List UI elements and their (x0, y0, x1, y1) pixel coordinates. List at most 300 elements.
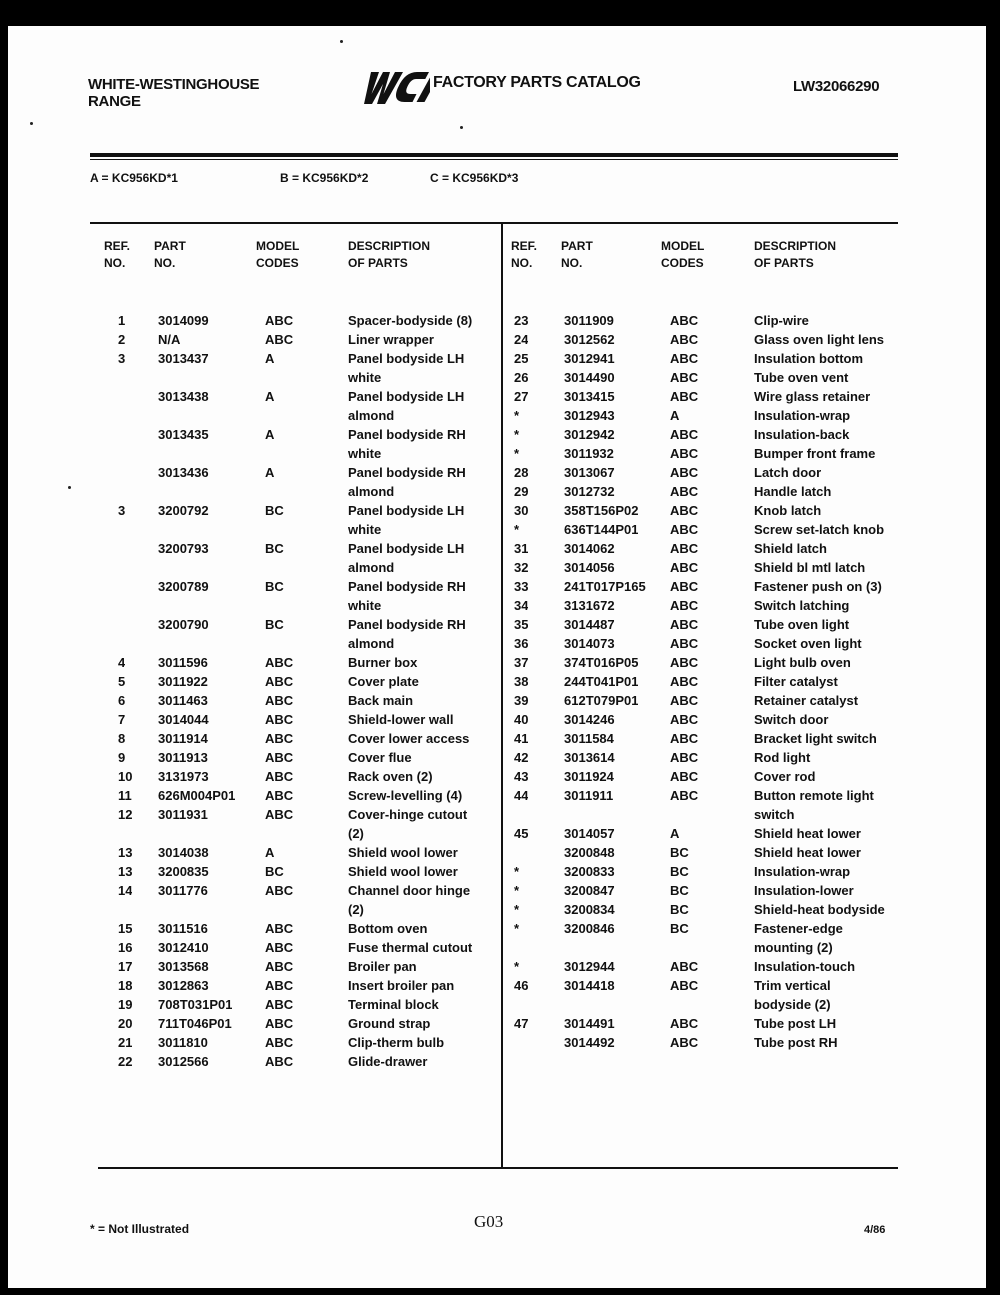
cell-ref-no: 29 (514, 484, 529, 499)
table-row (8, 560, 986, 579)
table-row (8, 1035, 986, 1054)
cell-description: Shield heat lower (754, 826, 861, 841)
brand-block (88, 76, 259, 110)
cell-description: Screw-levelling (4) (348, 788, 463, 803)
cell-description: Panel bodyside LH (348, 351, 465, 366)
table-row (8, 997, 986, 1016)
cell-description: Socket oven light (754, 636, 862, 651)
cell-model-codes: ABC (265, 712, 294, 727)
page-code: G03 (474, 1212, 504, 1231)
cell-description: Panel bodyside LH (348, 503, 465, 518)
cell-ref-no: 3 (118, 503, 126, 518)
table-row (8, 921, 986, 940)
cell-ref-no: 6 (118, 693, 126, 708)
cell-part-no: 3011584 (564, 731, 614, 746)
model-code-a: A = KC956KD*1 (90, 171, 178, 185)
cell-model-codes: ABC (670, 978, 699, 993)
cell-part-no: 3012410 (158, 940, 209, 955)
scan-speck (460, 126, 463, 129)
cell-description: Tube oven light (754, 617, 850, 632)
cell-description: Shield-heat bodyside (754, 902, 885, 917)
cell-description: Liner wrapper (348, 332, 434, 347)
cell-model-codes: ABC (670, 522, 699, 537)
cell-model-codes: ABC (265, 997, 294, 1012)
cell-model-codes: A (670, 408, 680, 423)
cell-ref-no: 28 (514, 465, 529, 480)
cell-part-no: 3200790 (158, 617, 209, 632)
cell-description: Tube post LH (754, 1016, 837, 1031)
cell-ref-no: 18 (118, 978, 133, 993)
table-bottom-rule (98, 1167, 898, 1169)
cell-description: Shield-lower wall (348, 712, 454, 727)
cell-description: Tube post RH (754, 1035, 838, 1050)
cell-model-codes: ABC (670, 769, 699, 784)
cell-model-codes: ABC (670, 1016, 699, 1031)
cell-description: Insert broiler pan (348, 978, 455, 993)
table-row (8, 883, 986, 902)
cell-part-no: 244T041P01 (564, 674, 639, 689)
table-row (8, 465, 986, 484)
cell-part-no: 3011924 (564, 769, 614, 784)
table-row (8, 636, 986, 655)
cell-part-no: 3200848 (564, 845, 615, 860)
cell-description: Shield bl mtl latch (754, 560, 866, 575)
cell-description: almond (348, 636, 395, 651)
cell-model-codes: ABC (670, 427, 699, 442)
cell-part-no: 3200846 (564, 921, 615, 936)
cell-model-codes: ABC (265, 959, 294, 974)
cell-part-no: 612T079P01 (564, 693, 639, 708)
cell-model-codes: ABC (670, 332, 699, 347)
cell-model-codes: ABC (265, 788, 294, 803)
cell-model-codes: ABC (670, 503, 699, 518)
brand-name: WHITE-WESTINGHOUSE (88, 76, 260, 93)
cell-ref-no: 27 (514, 389, 529, 404)
table-row (8, 313, 986, 332)
cell-part-no: 358T156P02 (564, 503, 639, 518)
cell-ref-no: 19 (118, 997, 133, 1012)
cell-description: Bracket light switch (754, 731, 877, 746)
cell-part-no: 3012942 (564, 427, 615, 442)
cell-description: (2) (348, 902, 364, 917)
cell-model-codes: BC (670, 921, 689, 936)
cell-description: Clip-therm bulb (348, 1035, 445, 1050)
table-row (8, 674, 986, 693)
cell-part-no: 3012566 (158, 1054, 209, 1069)
catalog-title: FACTORY PARTS CATALOG (433, 74, 641, 91)
cell-model-codes: ABC (265, 1016, 294, 1031)
cell-description: Shield wool lower (348, 845, 458, 860)
cell-description: Burner box (348, 655, 418, 670)
cell-description: white (348, 446, 382, 461)
cell-model-codes: BC (265, 864, 284, 879)
cell-part-no: 3014044 (158, 712, 209, 727)
cell-part-no: 3013614 (564, 750, 615, 765)
cell-model-codes: ABC (670, 959, 699, 974)
cell-model-codes: ABC (670, 750, 699, 765)
cell-description: Latch door (754, 465, 822, 480)
cell-model-codes: ABC (265, 883, 294, 898)
product-type: RANGE (88, 93, 141, 110)
cell-description: Retainer catalyst (754, 693, 859, 708)
cell-ref-no: 3 (118, 351, 126, 366)
cell-description: Rod light (754, 750, 811, 765)
cell-description: Panel bodyside RH (348, 617, 466, 632)
cell-part-no: 3014073 (564, 636, 615, 651)
footnote: * = Not Illustrated (90, 1222, 190, 1236)
cell-model-codes: A (265, 845, 275, 860)
model-code-b: B = KC956KD*2 (280, 171, 369, 185)
cell-ref-no: * (514, 959, 520, 974)
cell-model-codes: ABC (670, 560, 699, 575)
cell-part-no: 3011922 (158, 674, 208, 689)
table-row (8, 788, 986, 807)
cell-part-no: 3011596 (158, 655, 208, 670)
cell-description: Channel door hinge (348, 883, 471, 898)
cell-model-codes: A (265, 427, 275, 442)
cell-description: (2) (348, 826, 364, 841)
header-part-no-right: PART NO. (561, 239, 593, 270)
cell-description: white (348, 598, 382, 613)
table-row (8, 503, 986, 522)
cell-description: Trim vertical (754, 978, 831, 993)
cell-ref-no: 24 (514, 332, 529, 347)
cell-part-no: 3013435 (158, 427, 209, 442)
cell-ref-no: 41 (514, 731, 529, 746)
cell-ref-no: * (514, 522, 520, 537)
table-row (8, 712, 986, 731)
cell-ref-no: 38 (514, 674, 529, 689)
cell-ref-no: * (514, 446, 520, 461)
cell-part-no: 374T016P05 (564, 655, 639, 670)
cell-part-no: 3011776 (158, 883, 208, 898)
table-row (8, 693, 986, 712)
cell-model-codes: A (265, 465, 275, 480)
header-description-right: DESCRIPTION OF PARTS (754, 239, 837, 270)
cell-description: Ground strap (348, 1016, 431, 1031)
cell-part-no: 3013067 (564, 465, 615, 480)
cell-description: Panel bodyside LH (348, 389, 465, 404)
cell-model-codes: ABC (670, 465, 699, 480)
cell-model-codes: ABC (670, 446, 699, 461)
cell-description: Filter catalyst (754, 674, 838, 689)
cell-part-no: 241T017P165 (564, 579, 646, 594)
cell-description: Fastener-edge (754, 921, 843, 936)
cell-ref-no: 22 (118, 1054, 133, 1069)
cell-part-no: 626M004P01 (158, 788, 236, 803)
cell-model-codes: ABC (670, 788, 699, 803)
cell-model-codes: ABC (265, 940, 294, 955)
cell-description: Shield heat lower (754, 845, 861, 860)
cell-part-no: 3014491 (564, 1016, 615, 1031)
cell-part-no: 3131973 (158, 769, 209, 784)
cell-ref-no: 2 (118, 332, 126, 347)
cell-ref-no: 15 (118, 921, 133, 936)
cell-part-no: 3011810 (158, 1035, 208, 1050)
cell-ref-no: 11 (118, 788, 132, 803)
cell-model-codes: ABC (265, 332, 294, 347)
cell-part-no: 3014062 (564, 541, 615, 556)
cell-model-codes: ABC (670, 370, 699, 385)
cell-ref-no: 16 (118, 940, 133, 955)
cell-part-no: 3014246 (564, 712, 615, 727)
cell-model-codes: ABC (670, 636, 699, 651)
header-ref-no: REF. NO. (104, 239, 131, 270)
cell-ref-no: 46 (514, 978, 529, 993)
catalog-page (8, 26, 986, 1288)
cell-ref-no: 35 (514, 617, 529, 632)
cell-part-no: 3011516 (158, 921, 208, 936)
cell-part-no: 3012863 (158, 978, 209, 993)
cell-description: Tube oven vent (754, 370, 849, 385)
cell-description: Cover-hinge cutout (348, 807, 468, 822)
cell-ref-no: * (514, 408, 520, 423)
cell-ref-no: 13 (118, 845, 133, 860)
cell-model-codes: ABC (670, 351, 699, 366)
cell-part-no: 3014099 (158, 313, 209, 328)
cell-part-no: 3014492 (564, 1035, 615, 1050)
cell-ref-no: 17 (118, 959, 133, 974)
cell-ref-no: 26 (514, 370, 529, 385)
cell-model-codes: ABC (670, 541, 699, 556)
table-row (8, 598, 986, 617)
header-rule (90, 153, 898, 157)
cell-ref-no: 4 (118, 655, 126, 670)
cell-model-codes: ABC (265, 313, 294, 328)
scan-speck (30, 122, 33, 125)
cell-description: Fastener push on (3) (754, 579, 882, 594)
table-row (8, 940, 986, 959)
cell-ref-no: 32 (514, 560, 529, 575)
cell-part-no: 3011932 (564, 446, 614, 461)
cell-model-codes: BC (670, 864, 689, 879)
cell-model-codes: ABC (670, 1035, 699, 1050)
cell-part-no: 3011913 (158, 750, 208, 765)
cell-ref-no: 47 (514, 1016, 529, 1031)
cell-model-codes: A (670, 826, 680, 841)
cell-description: white (348, 522, 382, 537)
cell-part-no: 3131672 (564, 598, 615, 613)
cell-part-no: 3014418 (564, 978, 615, 993)
table-row (8, 1016, 986, 1035)
table-row (8, 807, 986, 826)
cell-ref-no: 23 (514, 313, 529, 328)
table-row (8, 959, 986, 978)
cell-model-codes: ABC (265, 674, 294, 689)
header-description: DESCRIPTION OF PARTS (348, 239, 431, 270)
cell-model-codes: A (265, 389, 275, 404)
cell-ref-no: 36 (514, 636, 529, 651)
cell-part-no: 3013436 (158, 465, 209, 480)
cell-model-codes: ABC (265, 978, 294, 993)
cell-ref-no: 21 (118, 1035, 133, 1050)
cell-ref-no: 9 (118, 750, 126, 765)
cell-ref-no: 34 (514, 598, 529, 613)
cell-description: Shield wool lower (348, 864, 458, 879)
cell-description: Insulation bottom (754, 351, 864, 366)
cell-part-no: 3012732 (564, 484, 615, 499)
cell-model-codes: ABC (265, 655, 294, 670)
cell-model-codes: ABC (670, 617, 699, 632)
cell-ref-no: 5 (118, 674, 126, 689)
cell-ref-no: 25 (514, 351, 529, 366)
scan-speck (340, 40, 343, 43)
cell-description: Cover rod (754, 769, 816, 784)
cell-description: white (348, 370, 382, 385)
cell-description: Panel bodyside RH (348, 427, 466, 442)
cell-description: Switch door (754, 712, 829, 727)
cell-ref-no: 10 (118, 769, 133, 784)
cell-description: Terminal block (348, 997, 439, 1012)
cell-part-no: 711T046P01 (158, 1016, 232, 1031)
cell-description: Handle latch (754, 484, 832, 499)
cell-model-codes: ABC (265, 750, 294, 765)
table-row (8, 370, 986, 389)
table-row (8, 902, 986, 921)
cell-ref-no: 45 (514, 826, 529, 841)
document-number: LW32066290 (793, 78, 880, 95)
table-row (8, 541, 986, 560)
cell-description: Panel bodyside RH (348, 579, 466, 594)
cell-description: Shield latch (754, 541, 827, 556)
cell-model-codes: ABC (670, 484, 699, 499)
cell-part-no: 3012562 (564, 332, 615, 347)
cell-part-no: 3012943 (564, 408, 615, 423)
cell-part-no: 3011463 (158, 693, 208, 708)
table-row (8, 484, 986, 503)
scan-speck (68, 486, 71, 489)
cell-description: Spacer-bodyside (8) (348, 313, 473, 328)
cell-part-no: 3014038 (158, 845, 209, 860)
cell-part-no: 3011911 (564, 788, 614, 803)
cell-model-codes: A (265, 351, 275, 366)
cell-description: almond (348, 408, 395, 423)
cell-part-no: 3012941 (564, 351, 615, 366)
cell-model-codes: BC (265, 541, 284, 556)
cell-part-no: 3200793 (158, 541, 209, 556)
cell-model-codes: ABC (670, 712, 699, 727)
cell-ref-no: 40 (514, 712, 529, 727)
cell-description: Insulation-wrap (754, 864, 851, 879)
cell-ref-no: 43 (514, 769, 529, 784)
cell-description: Fuse thermal cutout (348, 940, 473, 955)
cell-ref-no: 37 (514, 655, 529, 670)
cell-description: mounting (2) (754, 940, 833, 955)
cell-model-codes: BC (670, 902, 689, 917)
cell-ref-no: * (514, 883, 520, 898)
cell-model-codes: BC (265, 503, 284, 518)
cell-description: Clip-wire (754, 313, 809, 328)
model-code-c: C = KC956KD*3 (430, 171, 519, 185)
cell-description: Cover lower access (348, 731, 470, 746)
table-row (8, 731, 986, 750)
table-row (8, 351, 986, 370)
cell-model-codes: ABC (265, 731, 294, 746)
cell-part-no: 3200789 (158, 579, 209, 594)
cell-model-codes: ABC (670, 389, 699, 404)
cell-model-codes: ABC (265, 693, 294, 708)
table-row (8, 522, 986, 541)
cell-model-codes: ABC (265, 1054, 294, 1069)
cell-description: Knob latch (754, 503, 822, 518)
cell-part-no: 3200835 (158, 864, 209, 879)
cell-part-no: 636T144P01 (564, 522, 639, 537)
cell-model-codes: ABC (265, 921, 294, 936)
cell-description: Glass oven light lens (754, 332, 885, 347)
cell-part-no: 3200847 (564, 883, 615, 898)
cell-description: Insulation-back (754, 427, 850, 442)
table-top-rule (90, 222, 898, 224)
cell-model-codes: ABC (265, 807, 294, 822)
cell-description: Panel bodyside RH (348, 465, 466, 480)
cell-description: Cover plate (348, 674, 419, 689)
cell-ref-no: * (514, 427, 520, 442)
cell-ref-no: 7 (118, 712, 126, 727)
cell-description: Back main (348, 693, 414, 708)
cell-ref-no: 44 (514, 788, 529, 803)
table-row (8, 750, 986, 769)
cell-model-codes: BC (265, 617, 284, 632)
cell-ref-no: 13 (118, 864, 133, 879)
cell-model-codes: ABC (265, 769, 294, 784)
cell-ref-no: 33 (514, 579, 529, 594)
cell-description: bodyside (2) (754, 997, 831, 1012)
table-row (8, 826, 986, 845)
cell-part-no: 3014056 (564, 560, 615, 575)
cell-part-no: N/A (158, 332, 181, 347)
table-row (8, 845, 986, 864)
cell-ref-no: 8 (118, 731, 126, 746)
cell-description: Insulation-wrap (754, 408, 851, 423)
cell-ref-no: 30 (514, 503, 529, 518)
cell-description: Screw set-latch knob (754, 522, 885, 537)
cell-model-codes: ABC (670, 579, 699, 594)
cell-description: almond (348, 560, 395, 575)
cell-part-no: 3013415 (564, 389, 615, 404)
cell-ref-no: 1 (118, 313, 126, 328)
cell-part-no: 3012944 (564, 959, 615, 974)
cell-description: Cover flue (348, 750, 412, 765)
cell-description: switch (754, 807, 795, 822)
table-row (8, 655, 986, 674)
table-row (8, 978, 986, 997)
cell-ref-no: 42 (514, 750, 529, 765)
table-row (8, 332, 986, 351)
cell-description: Switch latching (754, 598, 850, 613)
table-row (8, 446, 986, 465)
table-row (8, 427, 986, 446)
cell-description: almond (348, 484, 395, 499)
cell-part-no: 3013438 (158, 389, 209, 404)
cell-part-no: 3014490 (564, 370, 615, 385)
cell-description: Panel bodyside LH (348, 541, 465, 556)
cell-part-no: 708T031P01 (158, 997, 233, 1012)
header-ref-no-right: REF. NO. (511, 239, 538, 270)
cell-part-no: 3011931 (158, 807, 208, 822)
header-model-codes-right: MODEL CODES (661, 239, 705, 270)
table-row (8, 389, 986, 408)
cell-description: Insulation-lower (754, 883, 854, 898)
table-row (8, 408, 986, 427)
cell-part-no: 3200792 (158, 503, 209, 518)
cell-description: Rack oven (2) (348, 769, 433, 784)
cell-part-no: 3013568 (158, 959, 209, 974)
cell-model-codes: ABC (670, 655, 699, 670)
cell-model-codes: ABC (670, 693, 699, 708)
cell-model-codes: ABC (670, 731, 699, 746)
cell-description: Light bulb oven (754, 655, 851, 670)
cell-model-codes: BC (670, 883, 689, 898)
